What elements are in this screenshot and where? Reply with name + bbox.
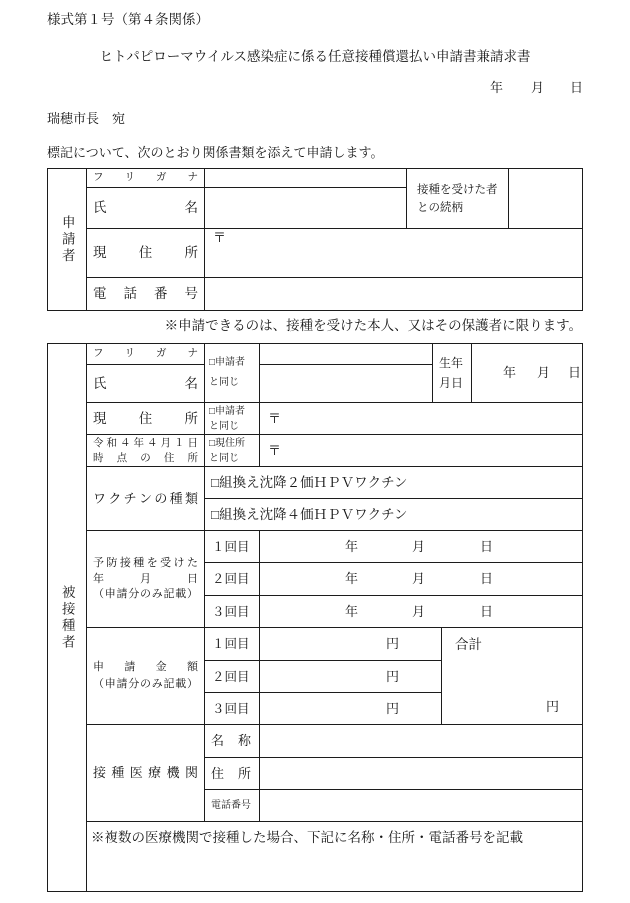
amount-1-field (260, 628, 442, 661)
clinic-address-label-cell (205, 758, 260, 790)
vaccination-dose-3-cell (205, 596, 260, 628)
amount-total-label: 合計 (455, 637, 482, 652)
form-number: 様式第１号（第４条関係） (47, 12, 209, 27)
applicant-address-label: 現 住 所 (93, 245, 198, 260)
recipient-r4-address-label-line1: 令 和 ４ 年 ４ 月 １ 日 (93, 437, 198, 449)
amount-label-line2: （ 申 請 分 の み 記 載 ） (93, 678, 198, 690)
amount-3-unit: 円 (386, 700, 400, 716)
multi-clinic-note-cell (87, 822, 583, 892)
vaccine-option-bivalent-label: □組換え沈降２価ＨＰＶワクチン (211, 474, 408, 490)
applicant-phone-label-cell (87, 278, 205, 311)
clinic-phone-label: 電 話 番 号 (211, 799, 251, 811)
recipient-birth-label-cell (433, 343, 472, 403)
amount-total-unit: 円 (546, 699, 560, 714)
recipient-name-label-cell (87, 365, 205, 403)
recipient-birth-day: 日 (568, 365, 582, 380)
amount-3-field (260, 693, 442, 725)
recipient-r4-address-field (260, 435, 583, 467)
applicant-phone-field (205, 278, 583, 311)
applicant-furigana-field (205, 168, 407, 188)
applicant-section-label: 申請者 (59, 214, 75, 265)
vaccination-date-2-day: 日 (480, 571, 494, 586)
recipient-furigana-field (260, 343, 433, 365)
applicant-phone-label: 電 話 番 号 (93, 286, 198, 301)
recipient-address-same-as-line2: と同じ (209, 420, 239, 432)
vaccination-date-3-year: 年 (345, 603, 359, 619)
vaccination-date-3-field (260, 596, 583, 628)
applicant-section-cell (47, 168, 87, 311)
applicant-name-label: 氏 名 (93, 200, 198, 215)
recipient-name-same-as-line2: と同じ (209, 377, 239, 388)
amount-dose-3-cell (205, 693, 260, 725)
header-date-month: 月 (531, 80, 545, 95)
clinic-phone-field (260, 790, 583, 822)
recipient-name-same-as-cell (205, 343, 260, 403)
vaccination-dates-label-line3: （ 申 請 分 の み 記 載 ） (93, 587, 198, 600)
recipient-name-same-as-line1: □申請者 (209, 357, 246, 368)
vaccination-date-3-month: 月 (412, 603, 426, 619)
clinic-name-label-cell (205, 725, 260, 758)
recipient-birth-label-line1: 生年 (439, 356, 464, 370)
vaccination-date-1-year: 年 (345, 538, 359, 554)
clinic-label: 接 種 医 療 機 関 (93, 765, 198, 780)
recipient-address-same-as-checkbox (209, 404, 245, 434)
clinic-label-cell (87, 725, 205, 822)
vaccination-dose-3-label: ３回目 (212, 604, 250, 619)
amount-total-field (442, 628, 583, 725)
applicant-relation-label-cell (407, 168, 509, 229)
recipient-birth-label (439, 353, 463, 393)
amount-2-unit: 円 (386, 668, 400, 684)
recipient-r4-address-same-as-checkbox (209, 436, 245, 466)
vaccination-dates-label (93, 556, 198, 603)
vaccination-dose-2-cell (205, 563, 260, 596)
recipient-address-field (260, 403, 583, 435)
applicant-name-field (205, 188, 407, 229)
recipient-section-cell (47, 343, 87, 892)
applicant-name-label-cell (87, 188, 205, 229)
recipient-name-label: 氏 名 (93, 375, 198, 391)
vaccine-option-quadrivalent-label: □組換え沈降４価ＨＰＶワクチン (211, 506, 408, 522)
vaccine-option-bivalent (205, 467, 583, 499)
recipient-section-label: 被接種者 (59, 584, 75, 651)
applicant-furigana-label-cell (87, 168, 205, 188)
vaccination-dose-1-label: １回目 (212, 539, 250, 554)
vaccination-date-3-day: 日 (480, 603, 494, 619)
applicant-note: ※申請できるのは、接種を受けた本人、又はその保護者に限ります。 (164, 318, 582, 333)
recipient-address-same-as-cell (205, 403, 260, 435)
amount-dose-2-cell (205, 661, 260, 693)
amount-1-unit: 円 (386, 636, 400, 651)
vaccination-dose-1-cell (205, 531, 260, 563)
applicant-relation-label (417, 181, 498, 217)
amount-dose-1-cell (205, 628, 260, 661)
vaccination-dates-label-line2: 年 月 日 (93, 572, 198, 585)
clinic-address-field (260, 758, 583, 790)
amount-dose-3-label: ３回目 (212, 701, 250, 716)
vaccination-dates-label-line1: 予 防 接 種 を 受 け た (93, 556, 198, 569)
recipient-r4-address-label (93, 436, 198, 466)
amount-2-field (260, 661, 442, 693)
vaccination-date-1-month: 月 (412, 538, 426, 554)
recipient-r4-address-label-cell (87, 435, 205, 467)
vaccination-dose-2-label: ２回目 (212, 572, 250, 586)
recipient-r4-address-label-line2: 時 点 の 住 所 (93, 452, 198, 464)
recipient-birth-date-field (472, 343, 583, 403)
applicant-address-field (205, 229, 583, 278)
vaccine-option-quadrivalent (205, 499, 583, 531)
clinic-phone-label-cell (205, 790, 260, 822)
clinic-name-field (260, 725, 583, 758)
clinic-address-label: 住 所 (211, 765, 251, 781)
header-date-day: 日 (570, 80, 584, 95)
vaccination-date-2-month: 月 (412, 571, 426, 586)
recipient-r4-address-same-as-line2: と同じ (209, 452, 239, 464)
vaccination-date-1-field (260, 531, 583, 563)
recipient-address-label-cell (87, 403, 205, 435)
applicant-furigana-label: フ リ ガ ナ (93, 172, 198, 183)
recipient-birth-year: 年 (503, 365, 517, 380)
recipient-r4-postal-mark: 〒 (268, 442, 282, 458)
recipient-furigana-label: フ リ ガ ナ (93, 348, 198, 359)
clinic-name-label: 名 称 (211, 733, 251, 748)
vaccine-label-cell (87, 467, 205, 531)
applicant-postal-mark: 〒 (213, 230, 227, 245)
vaccine-label: ワ ク チ ン の 種 類 (93, 490, 198, 506)
vaccination-dates-label-cell (87, 531, 205, 628)
recipient-name-field (260, 365, 433, 403)
amount-dose-2-label: ２回目 (212, 669, 250, 684)
recipient-r4-address-same-as-line1: □現住所 (209, 437, 246, 449)
recipient-address-label: 現 住 所 (93, 410, 198, 426)
recipient-address-postal-mark: 〒 (268, 410, 282, 426)
applicant-relation-label-line2: との続柄 (417, 201, 463, 214)
vaccination-date-2-year: 年 (345, 571, 359, 586)
vaccination-date-2-field (260, 563, 583, 596)
amount-label-line1: 申 請 金 額 (93, 661, 198, 673)
multi-clinic-note: ※複数の医療機関で接種した場合、下記に名称・住所・電話番号を記載 (91, 830, 523, 845)
recipient-address-same-as-line1: □申請者 (209, 405, 246, 417)
header-date-year: 年 (490, 80, 504, 95)
addressee: 瑞穂市長 宛 (47, 111, 126, 126)
amount-label (93, 659, 198, 693)
form-title: ヒトパピローマウイルス感染症に係る任意接種償還払い申請書兼請求書 (99, 49, 531, 64)
recipient-birth-label-line2: 月日 (439, 376, 464, 390)
applicant-relation-label-line1: 接種を受けた者 (417, 183, 498, 196)
intro-text: 標記について、次のとおり関係書類を添えて申請します。 (47, 145, 384, 160)
applicant-address-label-cell (87, 229, 205, 278)
recipient-birth-month: 月 (537, 365, 551, 380)
vaccination-date-1-day: 日 (480, 538, 494, 554)
amount-dose-1-label: １回目 (212, 637, 250, 651)
amount-label-cell (87, 628, 205, 725)
recipient-name-same-as-checkbox (209, 353, 245, 393)
recipient-furigana-label-cell (87, 343, 205, 365)
applicant-relation-field (509, 168, 583, 229)
recipient-r4-address-same-as-cell (205, 435, 260, 467)
